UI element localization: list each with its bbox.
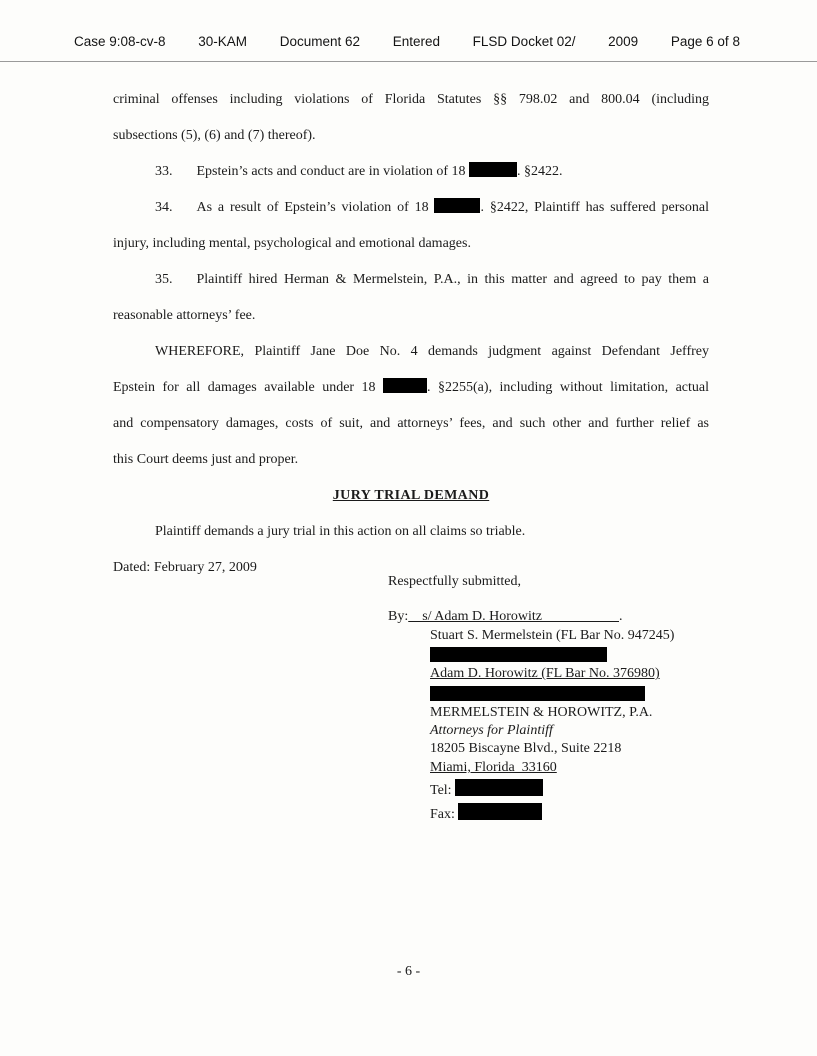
jury-trial-heading-text: JURY TRIAL DEMAND	[332, 488, 490, 503]
tab-space	[173, 282, 197, 283]
tab-space	[113, 354, 155, 355]
tab-space	[113, 174, 155, 175]
docket-year: 2009	[608, 34, 639, 49]
case-number-suffix: 30-KAM	[198, 34, 248, 49]
firm-name: MERMELSTEIN & HOROWITZ, P.A.	[430, 704, 653, 720]
header-divider	[0, 61, 817, 62]
body-line: subsections (5), (6) and (7) thereof).	[113, 128, 316, 143]
dated-line: Dated: February 27, 2009	[113, 560, 257, 575]
address-line-1: 18205 Biscayne Blvd., Suite 2218	[430, 741, 622, 757]
body-line: this Court deems just and proper.	[113, 452, 299, 467]
body-paragraph-lines	[113, 82, 709, 478]
page-number-footer: - 6 -	[396, 964, 421, 979]
jury-demand-line: Plaintiff demands a jury trial in this action on all claims so triable.	[113, 514, 709, 550]
case-number: Case 9:08-cv-8	[74, 34, 166, 49]
body-line: injury, including mental, psychological and emotional damages.	[113, 236, 471, 251]
fax-line: Fax:	[430, 801, 674, 824]
respectfully-line: Respectfully submitted,	[388, 574, 521, 589]
redaction-bar	[455, 779, 543, 796]
body-line: reasonable attorneys’ fee.	[113, 308, 256, 323]
page-count: Page 6 of 8	[670, 34, 740, 49]
tab-space	[113, 534, 155, 535]
body-line: 34. As a result of Epstein’s violation of 18 . §2422, Plaintiff has suffered personal	[113, 190, 709, 226]
signature-underline-text: s/ Adam D. Horowitz	[408, 609, 619, 625]
attorney-name-1: Stuart S. Mermelstein (FL Bar No. 947245)	[430, 627, 675, 643]
redaction-bar	[458, 803, 542, 820]
tab-space	[173, 210, 197, 211]
redaction-bar	[430, 647, 607, 662]
signature-block	[388, 573, 674, 824]
body-line: and compensatory damages, costs of suit, and attorneys’ fees, and such other and further relief as	[113, 416, 709, 431]
case-header	[74, 34, 740, 49]
docket-label: FLSD Docket 02/	[472, 34, 576, 49]
body-line: Epstein for all damages available under 18 . §2255(a), including without limitation, actual	[113, 380, 709, 395]
tab-space	[173, 174, 197, 175]
body-line: 35. Plaintiff hired Herman & Mermelstein, P.A., in this matter and agreed to pay them a	[113, 262, 709, 298]
address-line-2: Miami, Florida 33160	[430, 759, 557, 775]
tab-space	[113, 282, 155, 283]
redaction-bar	[434, 198, 480, 213]
document-number: Document 62	[279, 34, 360, 49]
redaction-bar	[383, 378, 427, 393]
body-line: WHEREFORE, Plaintiff Jane Doe No. 4 demands judgment against Defendant Jeffrey	[113, 334, 709, 370]
body-line: criminal offenses including violations of Florida Statutes §§ 798.02 and 800.04 (including	[113, 92, 709, 107]
attorney-name-2: Adam D. Horowitz (FL Bar No. 376980)	[430, 666, 660, 682]
document-body	[113, 82, 709, 586]
entered-label: Entered	[392, 34, 440, 49]
body-line: 33. Epstein’s acts and conduct are in violation of 18 . §2422.	[113, 154, 709, 190]
firm-role: Attorneys for Plaintiff	[430, 723, 553, 739]
phone-line: Tel:	[430, 777, 674, 800]
jury-trial-heading	[113, 478, 709, 514]
signature-by-line: By: s/ Adam D. Horowitz .	[388, 609, 623, 625]
redaction-bar	[469, 162, 517, 177]
tab-space	[113, 210, 155, 211]
redaction-bar	[430, 686, 645, 701]
